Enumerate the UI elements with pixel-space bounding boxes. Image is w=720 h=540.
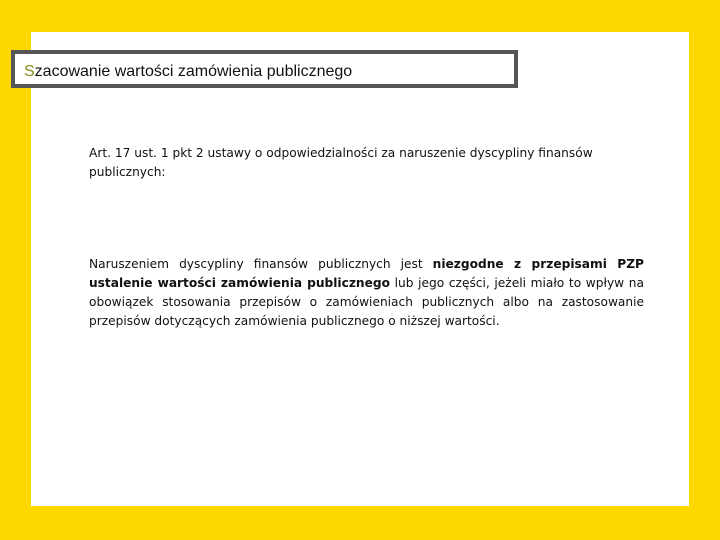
title-first-letter: S bbox=[24, 63, 35, 80]
paragraph-definition bbox=[89, 255, 644, 331]
paragraph-definition-bold: niezgodne z przepisami PZP ustalenie wartości zamówienia publicznego bbox=[89, 257, 644, 290]
paragraph-article-reference: Art. 17 ust. 1 pkt 2 ustawy o odpowiedzialności za naruszenie dyscypliny finansów publicznych: bbox=[89, 146, 593, 179]
paragraph-definition-part3: lub jego części, jeżeli miało to wpływ na obowiązek stosowania przepisów o zamówieniach publicznych albo na zastosowanie przepisów dotyczących zamówienia publicznego o niższej wartości. bbox=[89, 276, 644, 328]
paragraph-definition-part1: Naruszeniem dyscypliny finansów publicznych jest bbox=[89, 257, 433, 271]
slide-title bbox=[24, 63, 352, 81]
title-rest: zacowanie wartości zamówienia publicznego bbox=[34, 63, 353, 80]
title-box bbox=[11, 50, 518, 88]
